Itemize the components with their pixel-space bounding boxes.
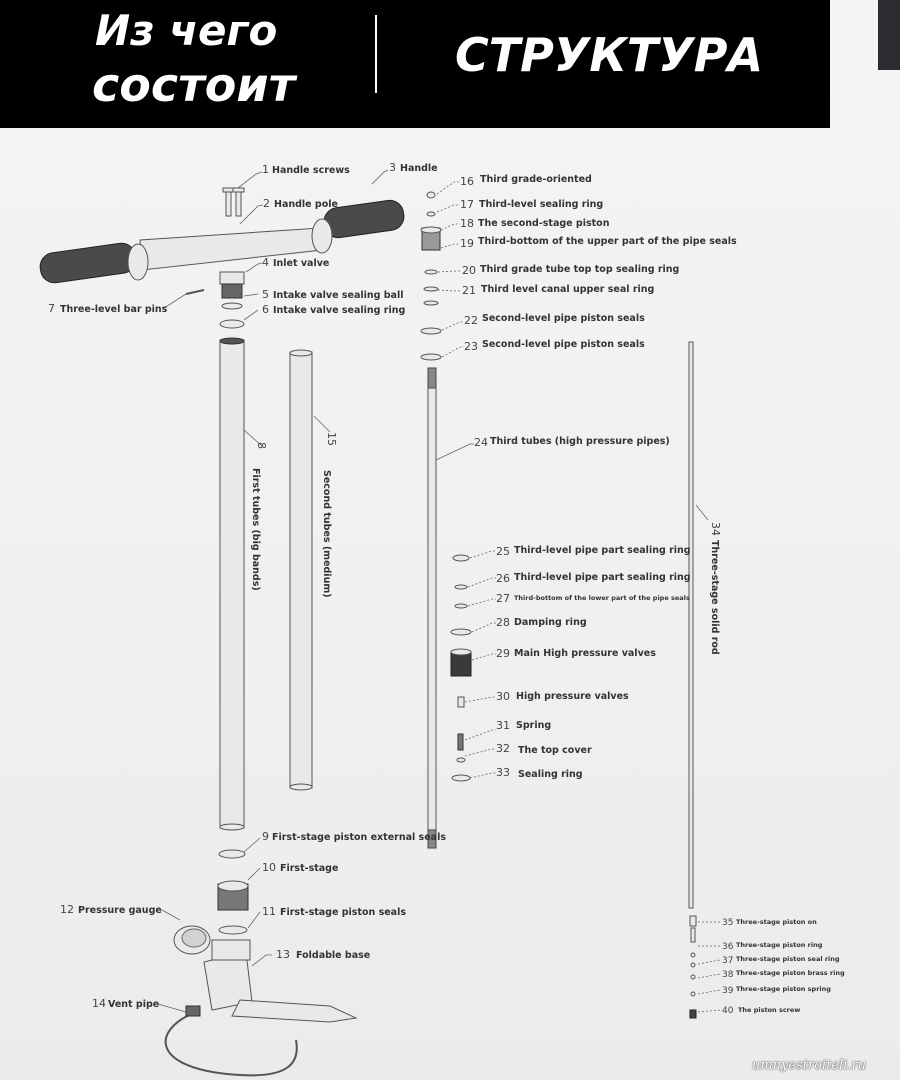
part-4-callout <box>262 256 329 269</box>
part-33-callout <box>496 766 583 780</box>
part-14-callout <box>92 997 159 1010</box>
svg-text:Third-bottom of the lower part: Third-bottom of the lower part of the pipe seals <box>514 594 690 602</box>
part-16-callout <box>460 174 592 188</box>
svg-text:Third-bottom of the upper part: Third-bottom of the upper part of the pipe seals <box>478 236 737 247</box>
svg-text:28: 28 <box>496 616 510 629</box>
svg-text:Inlet valve: Inlet valve <box>273 258 330 269</box>
part-18-callout <box>460 217 610 230</box>
part-17-callout <box>460 198 603 211</box>
svg-text:Third grade tube top top seali: Third grade tube top top sealing ring <box>480 264 680 275</box>
svg-text:7: 7 <box>48 302 55 315</box>
part-36-callout <box>722 941 823 952</box>
svg-text:Third tubes (high pressure pip: Third tubes (high pressure pipes) <box>490 436 670 447</box>
part-7-callout <box>48 302 168 315</box>
svg-text:Intake valve sealing ring: Intake valve sealing ring <box>273 305 406 316</box>
third-stage-upper-parts-drawing <box>421 192 441 360</box>
svg-text:6: 6 <box>262 303 269 316</box>
svg-text:38: 38 <box>722 970 734 980</box>
svg-text:33: 33 <box>496 766 510 779</box>
part-24-callout <box>474 436 670 449</box>
part-32-callout <box>496 742 592 756</box>
svg-text:16: 16 <box>460 175 474 188</box>
part-2-callout <box>263 197 338 210</box>
svg-text:15: 15 <box>325 432 338 446</box>
inlet-valve-drawing <box>220 272 244 328</box>
svg-text:40: 40 <box>722 1006 734 1016</box>
part-21-callout <box>462 284 654 297</box>
svg-text:8: 8 <box>255 442 268 449</box>
svg-text:Third-level sealing ring: Third-level sealing ring <box>479 199 604 210</box>
svg-text:25: 25 <box>496 545 510 558</box>
banner-title-line1: Из чего <box>95 6 278 55</box>
banner-title-right: СТРУКТУРА <box>455 28 764 82</box>
svg-text:30: 30 <box>496 690 510 703</box>
part-22-callout <box>464 313 645 327</box>
second-tube-drawing <box>290 350 312 790</box>
part-39-callout <box>722 985 831 996</box>
svg-text:1: 1 <box>262 163 269 176</box>
bar-pin-drawing <box>186 290 204 294</box>
part-23-callout <box>464 339 645 353</box>
svg-text:13: 13 <box>276 948 290 961</box>
handle-screws-drawing <box>223 188 244 216</box>
part-10-callout <box>262 861 338 874</box>
svg-text:24: 24 <box>474 436 488 449</box>
svg-text:Three-stage piston brass ring: Three-stage piston brass ring <box>736 969 845 977</box>
part-11-callout <box>262 905 406 918</box>
svg-text:19: 19 <box>460 237 474 250</box>
svg-text:Third-level pipe part sealing: Third-level pipe part sealing ring <box>514 572 691 583</box>
svg-text:The top cover: The top cover <box>518 745 592 756</box>
svg-text:Third level canal upper seal r: Third level canal upper seal ring <box>481 284 655 295</box>
svg-text:Third grade-oriented: Third grade-oriented <box>480 174 592 185</box>
svg-text:Vent pipe: Vent pipe <box>108 999 160 1010</box>
svg-text:Three-level bar pins: Three-level bar pins <box>60 304 168 315</box>
svg-text:21: 21 <box>462 284 476 297</box>
svg-text:Handle pole: Handle pole <box>274 199 338 210</box>
svg-text:Spring: Spring <box>516 720 552 731</box>
svg-text:Three-stage piston seal ring: Three-stage piston seal ring <box>736 955 840 963</box>
svg-text:The piston screw: The piston screw <box>738 1006 801 1014</box>
first-stage-drawing <box>218 850 248 934</box>
svg-text:Three-stage piston ring: Three-stage piston ring <box>736 941 823 949</box>
svg-text:27: 27 <box>496 592 510 605</box>
part-27-callout <box>496 592 690 605</box>
part-31-callout <box>496 719 551 732</box>
pressure-gauge-drawing <box>174 926 210 954</box>
part-28-callout <box>496 616 587 629</box>
part-1-callout <box>262 163 350 176</box>
watermark: umnyestroiteli.ru <box>752 1058 867 1073</box>
svg-text:26: 26 <box>496 572 510 585</box>
part-34-callout <box>709 522 722 655</box>
svg-text:4: 4 <box>262 256 269 269</box>
svg-text:Three-stage solid rod: Three-stage solid rod <box>709 540 720 655</box>
svg-text:Sealing ring: Sealing ring <box>518 769 583 780</box>
part-9-callout <box>262 830 446 843</box>
part-20-callout <box>462 264 679 277</box>
svg-text:Main High pressure valves: Main High pressure valves <box>514 648 656 659</box>
svg-text:Handle screws: Handle screws <box>272 165 350 176</box>
part-29-callout <box>496 647 656 660</box>
svg-text:10: 10 <box>262 861 276 874</box>
svg-text:18: 18 <box>460 217 474 230</box>
part-8-callout <box>250 442 268 591</box>
svg-text:11: 11 <box>262 905 276 918</box>
svg-text:37: 37 <box>722 956 734 966</box>
part-6-callout <box>262 303 405 316</box>
part-40-callout <box>722 1006 800 1016</box>
part-26-callout <box>496 572 691 585</box>
svg-text:32: 32 <box>496 742 510 755</box>
part-3-callout <box>389 161 438 174</box>
svg-text:35: 35 <box>722 918 734 928</box>
svg-text:High pressure valves: High pressure valves <box>516 691 629 702</box>
part-15-callout <box>321 432 338 598</box>
svg-text:Handle: Handle <box>400 163 438 174</box>
svg-text:Pressure gauge: Pressure gauge <box>78 905 162 916</box>
svg-text:The second-stage piston: The second-stage piston <box>478 218 610 229</box>
svg-text:9: 9 <box>262 830 269 843</box>
svg-text:5: 5 <box>262 288 269 301</box>
first-tube-drawing <box>220 338 244 830</box>
part-38-callout <box>722 969 845 980</box>
three-stage-piston-parts-drawing <box>690 916 696 1018</box>
part-13-callout <box>276 948 370 961</box>
svg-text:14: 14 <box>92 997 106 1010</box>
svg-text:22: 22 <box>464 314 478 327</box>
svg-text:Second tubes (medium): Second tubes (medium) <box>321 470 332 598</box>
svg-text:39: 39 <box>722 986 734 996</box>
part-25-callout <box>496 545 691 558</box>
svg-text:Second-level pipe piston seals: Second-level pipe piston seals <box>482 339 645 350</box>
svg-text:Foldable base: Foldable base <box>296 950 371 961</box>
svg-text:First-stage: First-stage <box>280 863 339 874</box>
svg-text:31: 31 <box>496 719 510 732</box>
svg-text:23: 23 <box>464 340 478 353</box>
svg-text:Third-level pipe part sealing: Third-level pipe part sealing ring <box>514 545 691 556</box>
svg-text:12: 12 <box>60 903 74 916</box>
svg-text:Intake valve sealing ball: Intake valve sealing ball <box>273 290 404 301</box>
third-tube-drawing <box>428 368 436 848</box>
part-5-callout <box>262 288 403 301</box>
solid-rod-drawing <box>689 342 693 908</box>
part-30-callout <box>496 690 629 703</box>
svg-text:3: 3 <box>389 161 396 174</box>
svg-text:2: 2 <box>263 197 270 210</box>
third-stage-lower-parts-drawing <box>451 555 471 781</box>
svg-text:Damping ring: Damping ring <box>514 617 587 628</box>
svg-text:Second-level pipe piston seals: Second-level pipe piston seals <box>482 313 645 324</box>
svg-text:36: 36 <box>722 942 734 952</box>
svg-text:Three-stage piston on: Three-stage piston on <box>736 918 817 926</box>
part-35-callout <box>722 918 817 928</box>
part-19-callout <box>460 236 737 250</box>
banner-title-line2: состоит <box>92 58 296 112</box>
svg-text:20: 20 <box>462 264 476 277</box>
svg-text:First-stage piston external se: First-stage piston external seals <box>272 832 446 843</box>
svg-text:First tubes (big bands): First tubes (big bands) <box>250 468 261 591</box>
part-37-callout <box>722 955 840 966</box>
svg-text:First-stage piston seals: First-stage piston seals <box>280 907 406 918</box>
svg-text:17: 17 <box>460 198 474 211</box>
svg-text:29: 29 <box>496 647 510 660</box>
svg-text:Three-stage piston spring: Three-stage piston spring <box>736 985 831 993</box>
svg-text:34: 34 <box>709 522 722 536</box>
part-12-callout <box>60 903 162 916</box>
